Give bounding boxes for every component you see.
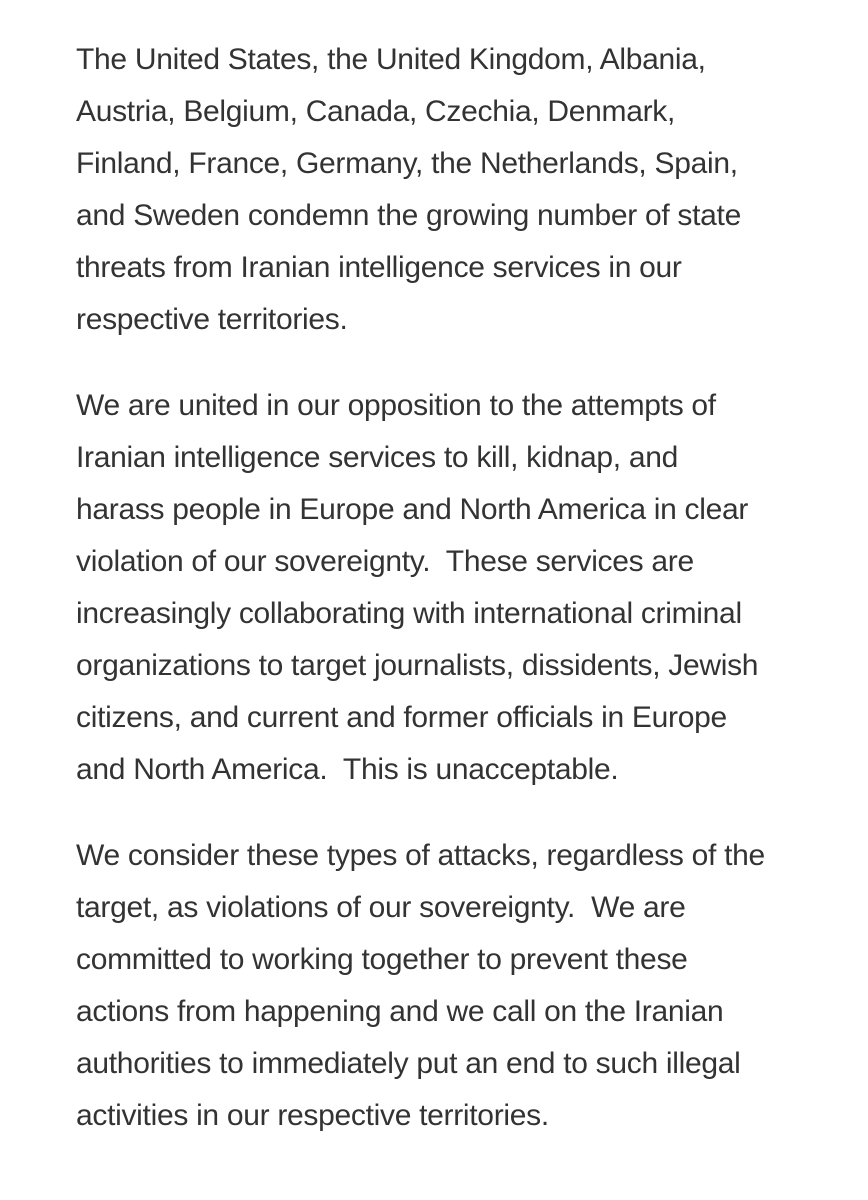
paragraph-line: Iranian intelligence services to kill, kidnap, and [76,441,679,474]
paragraph-line: harass people in Europe and North America in clear [76,493,749,526]
statement-document [76,34,806,1142]
paragraph-line: authorities to immediately put an end to such illegal [76,1047,741,1080]
paragraph-condemnation [76,34,806,346]
paragraph-line: and North America. This is unacceptable. [76,753,619,786]
paragraph-line: organizations to target journalists, dissidents, Jewish [76,649,759,682]
paragraph-line: Finland, France, Germany, the Netherlands, Spain, [76,147,738,180]
paragraph-line: increasingly collaborating with international criminal [76,597,742,630]
paragraph-line: We are united in our opposition to the attempts of [76,389,716,422]
paragraph-line: activities in our respective territories. [76,1099,549,1132]
paragraph-opposition [76,380,806,796]
paragraph-line: Austria, Belgium, Canada, Czechia, Denmark, [76,95,676,128]
paragraph-line: violation of our sovereignty. These services are [76,545,694,578]
paragraph-line: target, as violations of our sovereignty. We are [76,891,686,924]
paragraph-line: threats from Iranian intelligence services in our [76,251,682,284]
paragraph-line: citizens, and current and former officials in Europe [76,701,727,734]
paragraph-spacer [76,346,806,380]
paragraph-line: committed to working together to prevent these [76,943,688,976]
paragraph-line: and Sweden condemn the growing number of state [76,199,741,232]
paragraph-line: The United States, the United Kingdom, Albania, [76,43,706,76]
paragraph-line: respective territories. [76,303,348,336]
paragraph-line: We consider these types of attacks, regardless of the [76,839,765,872]
paragraph-spacer [76,796,806,830]
paragraph-commitment [76,830,806,1142]
paragraph-line: actions from happening and we call on the Iranian [76,995,724,1028]
